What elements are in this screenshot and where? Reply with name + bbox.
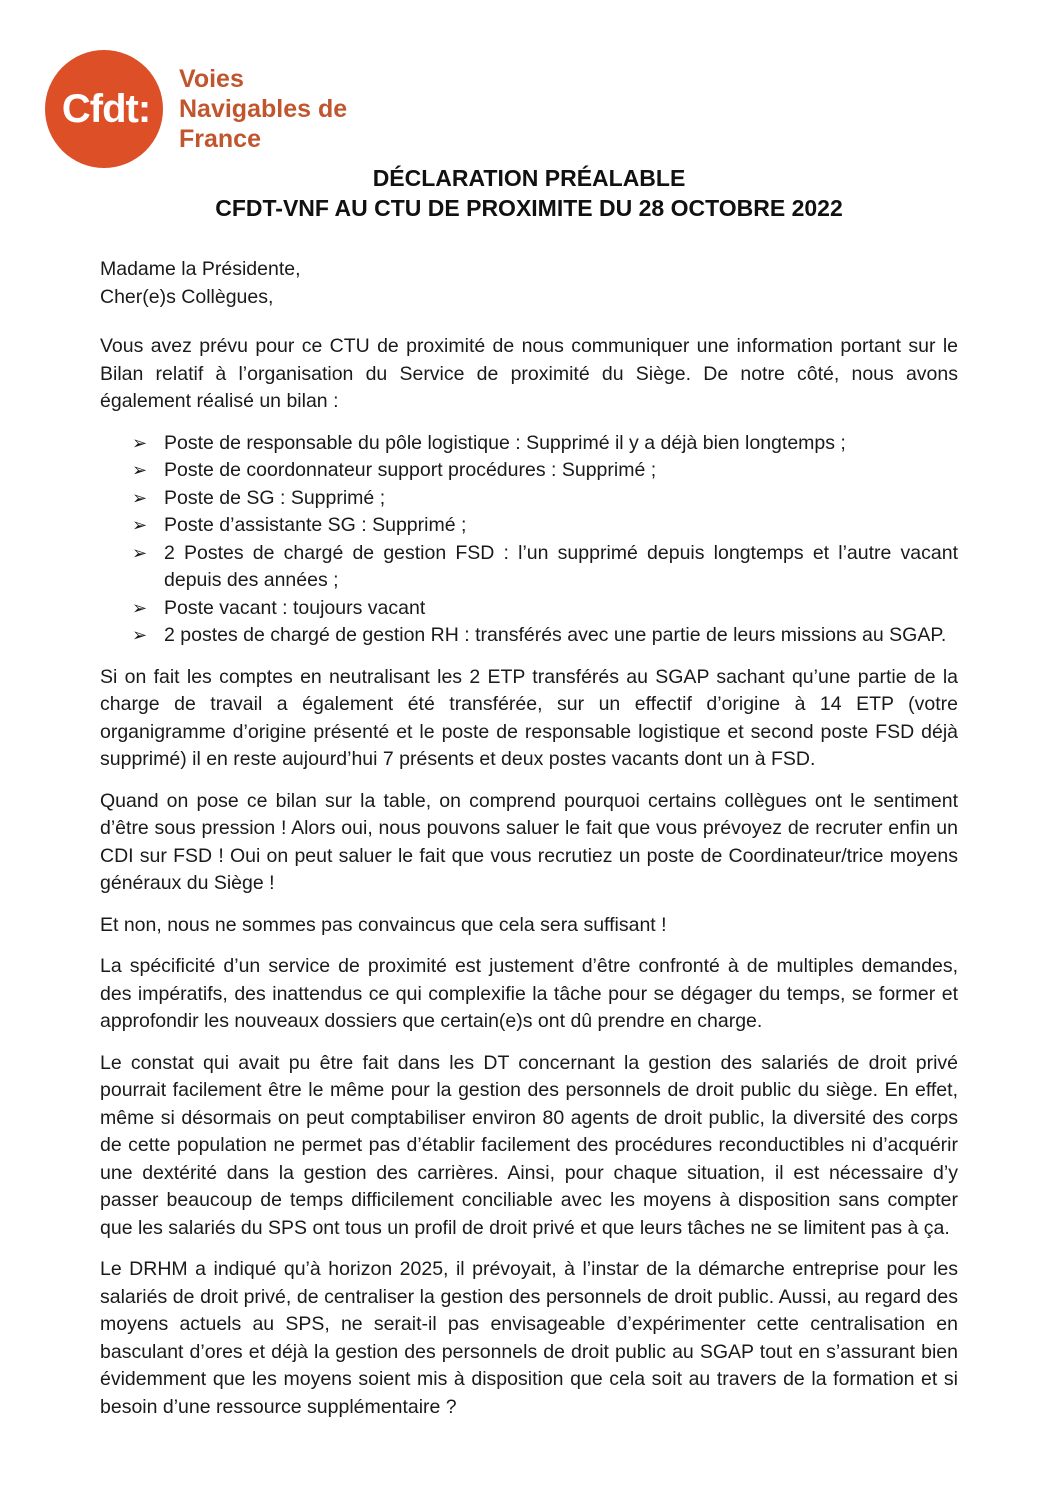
list-item: [100, 540, 958, 595]
document-title-line-1: DÉCLARATION PRÉALABLE: [372, 165, 686, 191]
salutation: [100, 256, 958, 311]
list-item: [100, 430, 958, 458]
arrow-bullet-icon: ➢: [132, 625, 148, 645]
bullet-list: [100, 430, 958, 650]
org-name: [179, 64, 347, 154]
arrow-bullet-icon: ➢: [132, 542, 148, 563]
list-item-text: 2 postes de chargé de gestion RH : transférés avec une partie de leurs missions au SGAP.: [164, 624, 947, 646]
arrow-bullet-icon: ➢: [132, 460, 148, 480]
salutation-line-1: Madame la Présidente,: [100, 258, 301, 280]
list-item-text: Poste d’assistante SG : Supprimé ;: [164, 514, 467, 536]
list-item-text: Poste de responsable du pôle logistique : Supprimé il y a déjà bien longtemps ;: [164, 431, 846, 454]
arrow-bullet-icon: ➢: [132, 515, 148, 535]
paragraph-pas-convaincus: Et non, nous ne sommes pas convaincus que cela sera suffisant !: [100, 913, 667, 936]
cfdt-logo-icon: [45, 50, 163, 168]
cfdt-vnf-logo: [45, 50, 347, 168]
paragraph-pression: Quand on pose ce bilan sur la table, on comprend pourquoi certains collègues ont le sentiment d’être sous pression ! Alors oui, nous pouvons saluer le fait que vous prévoyez de recruter enfin un CDI sur FSD ! Oui on peut saluer le fait que vous recrutiez un poste de Coordinateur/trice moyens généraux du Siège !: [100, 789, 958, 894]
list-item: [100, 622, 958, 650]
org-name-line-2: Navigables de: [179, 95, 348, 123]
paragraph-constat: Le constat qui avait pu être fait dans les DT concernant la gestion des salariés de droit privé pourrait facilement être le même pour la gestion des personnels de droit public du siège. En effet, même si désormais on peut comptabiliser environ 80 agents de droit public, la diversité des corps de cette population ne permet pas d’établir facilement des procédures reconductibles ni d’acquérir une dextérité dans la gestion des carrières. Ainsi, pour chaque situation, il est nécessaire d’y passer beaucoup de temps difficilement conciliable avec les moyens à disposition sans compter que les salariés du SPS ont tous un profil de droit privé et que leurs tâches ne se limitent pas à ça.: [100, 1051, 958, 1239]
list-item-text: 2 Postes de chargé de gestion FSD : l’un supprimé depuis longtemps et l’autre vacant depuis des années ;: [164, 541, 958, 591]
cfdt-logo-text: Cfdt:: [61, 86, 151, 131]
paragraph-drhm: Le DRHM a indiqué qu’à horizon 2025, il prévoyait, à l’instar de la démarche entreprise pour les salariés de droit privé, de centraliser la gestion des personnels de droit public. Aussi, au regard des moyens actuels au SPS, ne serait-il pas envisageable d’expérimenter cette centralisation en basculant d’ores et déjà la gestion des personnels de droit public au SGAP tout en s’assurant bien évidemment que les moyens soient mis à disposition que cela soit au travers de la formation et si besoin d’une ressource supplémentaire ?: [100, 1258, 958, 1418]
intro-paragraph: Vous avez prévu pour ce CTU de proximité de nous communiquer une information portant sur le Bilan relatif à l’organisation du Service de proximité du Siège. De notre côté, nous avons également réalisé un bilan :: [100, 335, 958, 412]
paragraph-bilan: Si on fait les comptes en neutralisant les 2 ETP transférés au SGAP sachant qu’une partie de la charge de travail a également été transférée, sur un effectif d’origine à 14 ETP (votre organigramme d’origine présenté et le poste de responsable logistique et second poste FSD déjà supprimé) il en reste aujourd’hui 7 présents et deux postes vacants dont un à FSD.: [100, 665, 958, 770]
list-item-text: Poste vacant : toujours vacant: [164, 596, 426, 619]
document-title: [0, 163, 1058, 223]
arrow-bullet-icon: ➢: [132, 432, 148, 453]
document-title-line-2: CFDT-VNF AU CTU DE PROXIMITE DU 28 OCTOBRE 2022: [215, 195, 843, 221]
list-item-text: Poste de SG : Supprimé ;: [164, 486, 386, 509]
list-item: [100, 595, 958, 623]
arrow-bullet-icon: ➢: [132, 487, 148, 508]
list-item-text: Poste de coordonnateur support procédures : Supprimé ;: [164, 459, 657, 481]
list-item: [100, 485, 958, 513]
letter-body: [100, 256, 958, 1435]
list-item: [100, 457, 958, 485]
org-name-line-1: Voies: [179, 65, 244, 93]
org-name-line-3: France: [179, 125, 261, 153]
list-item: [100, 512, 958, 540]
arrow-bullet-icon: ➢: [132, 597, 148, 618]
salutation-line-2: Cher(e)s Collègues,: [100, 285, 274, 308]
paragraph-specificite: La spécificité d’un service de proximité est justement d’être confronté à de multiples demandes, des impératifs, des inattendus ce qui complexifie la tâche pour se dégager du temps, se former et approfondir les nouveaux dossiers que certain(e)s ont dû prendre en charge.: [100, 955, 958, 1032]
